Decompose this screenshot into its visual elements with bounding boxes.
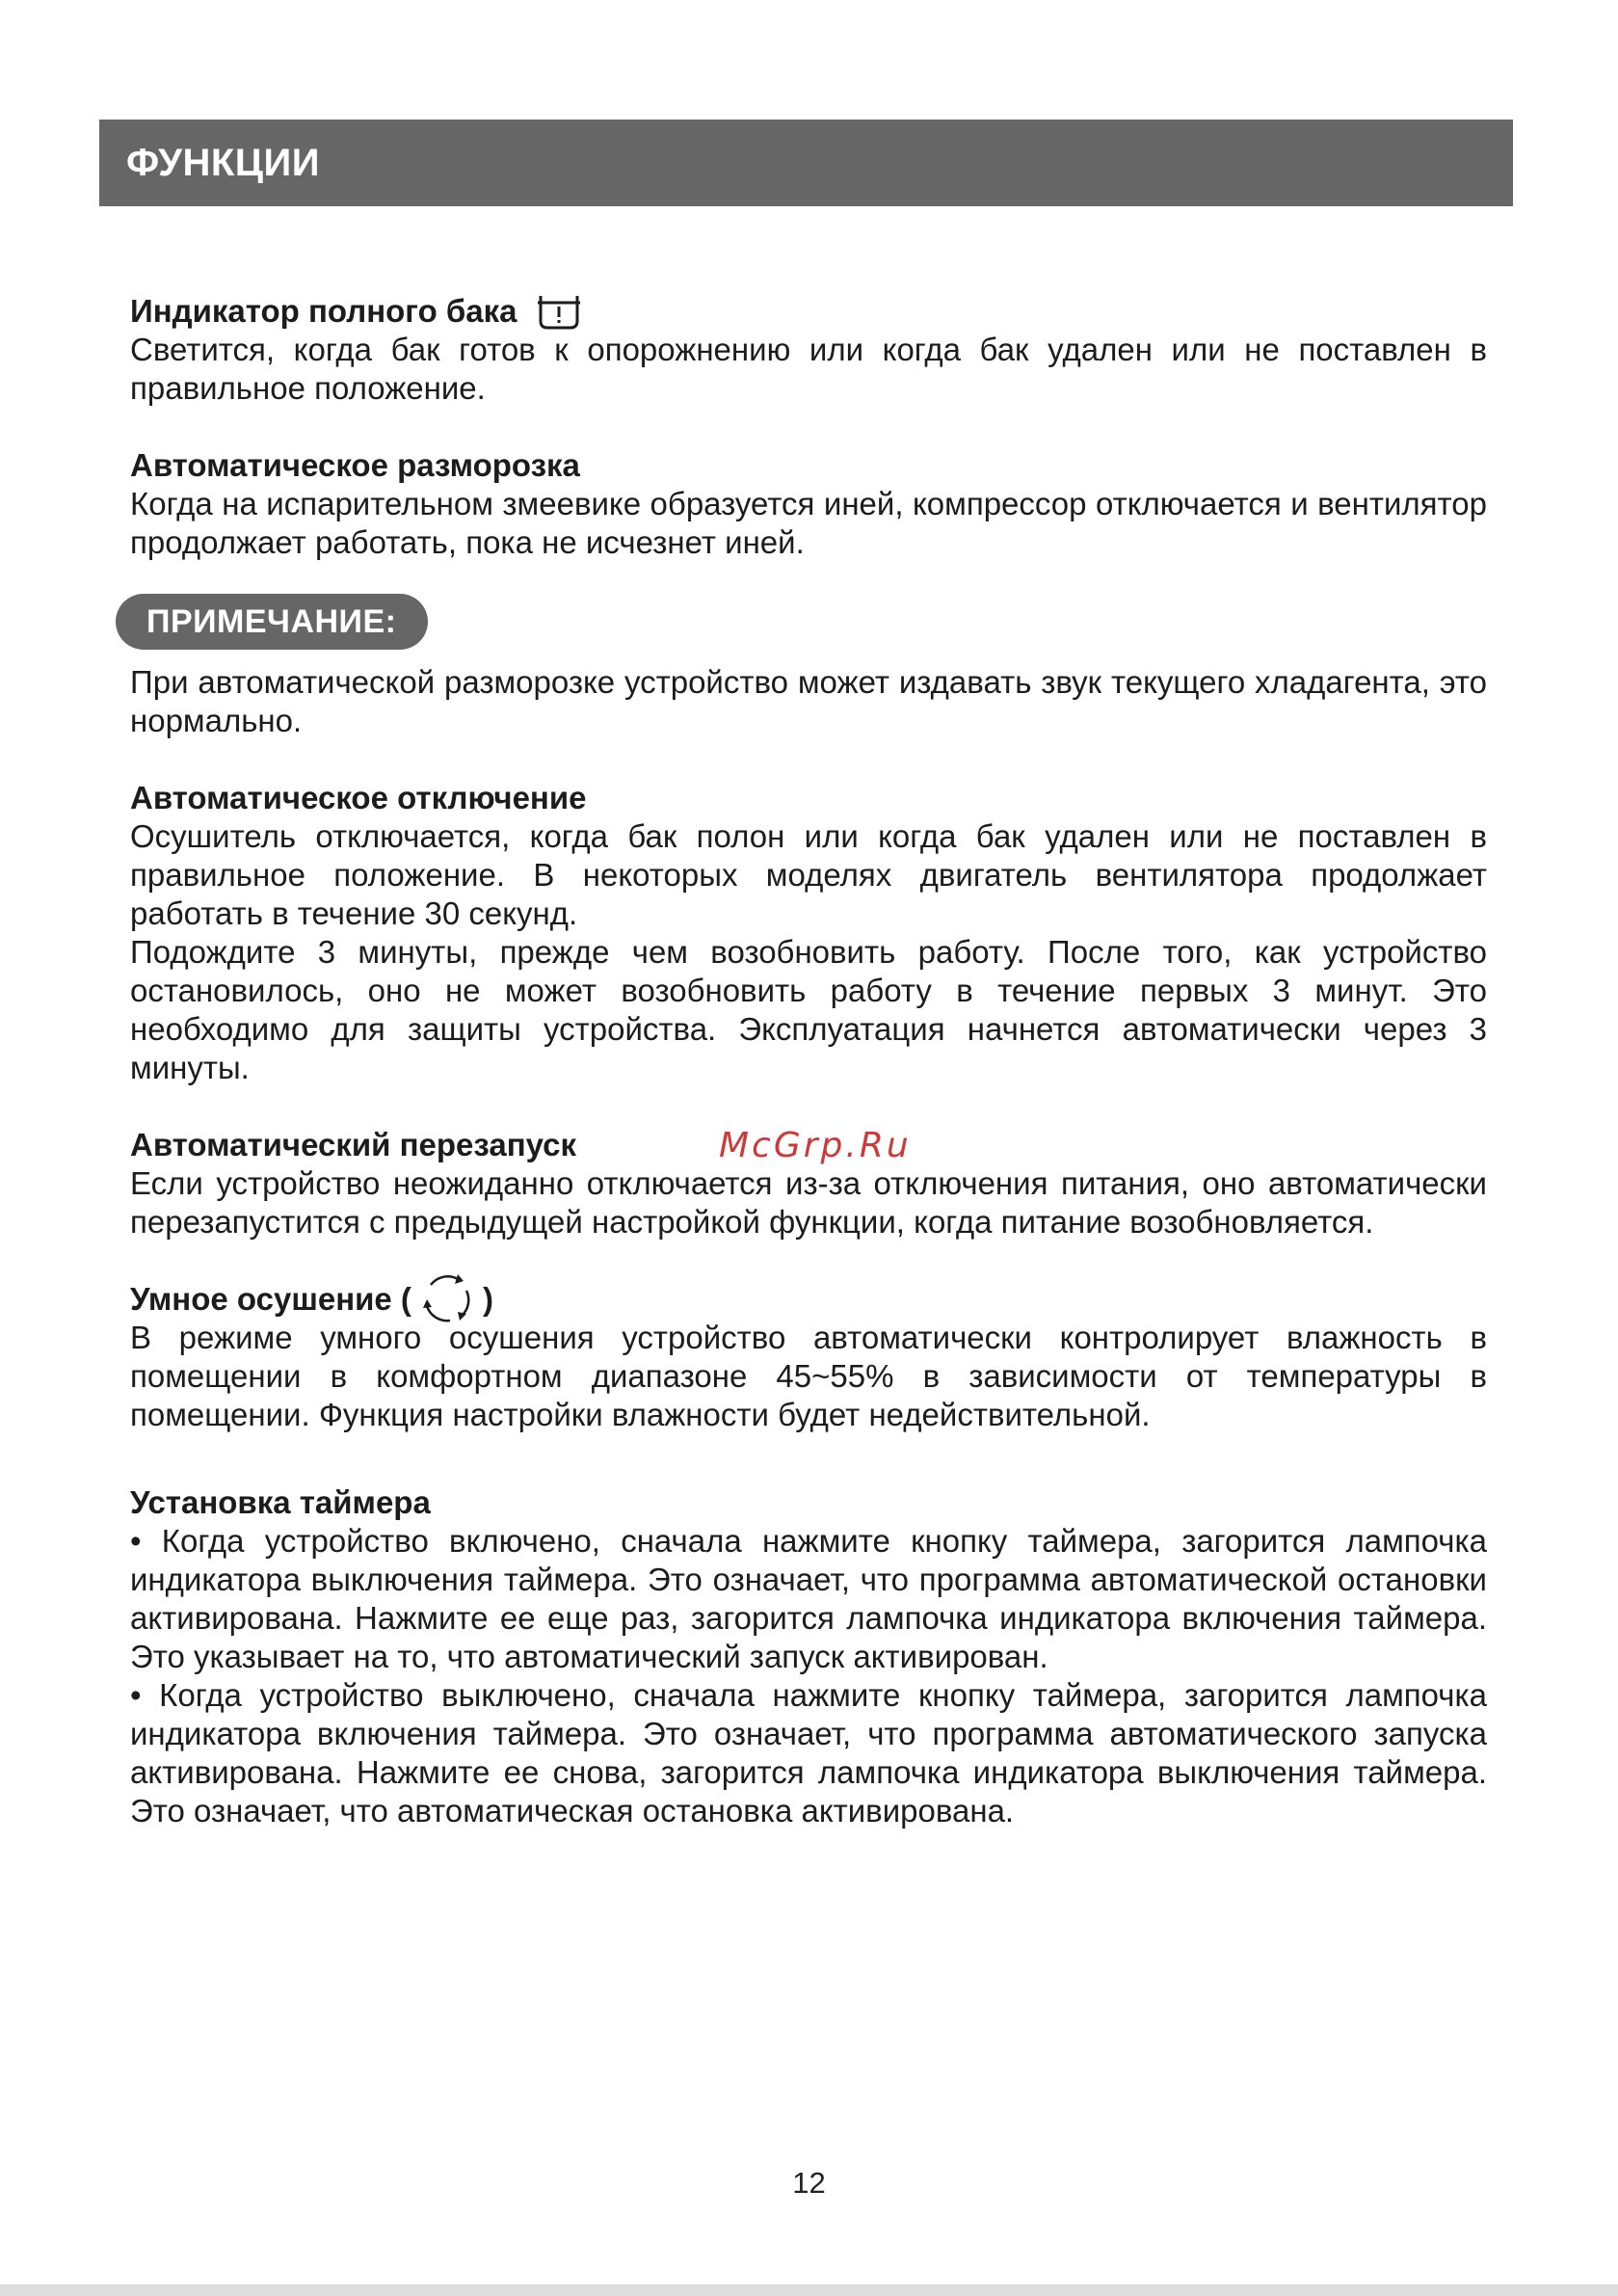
tank-full-icon (537, 292, 581, 331)
section-text: Когда на испарительном змеевике образуется иней, компрессор отключается и вентилятор продолжает работать, пока не исчезнет иней. (130, 486, 1487, 560)
section-text: В режиме умного осушения устройство автоматически контролирует влажность в помещении в комфортном диапазоне 45~55% в зависимости от температуры в помещении. Функция настройки влажности будет недействительной. (130, 1320, 1487, 1432)
section-title: Установка таймера (130, 1484, 431, 1520)
watermark-text: McGrp.Ru (719, 1126, 912, 1165)
section-title-prefix: Умное осушение ( (130, 1281, 411, 1317)
timer-bullet: • Когда устройство включено, сначала нажмите кнопку таймера, загорится лампочка индикатора выключения таймера. Это означает, что программа автоматической остановки активирована. Нажмите ее еще раз, загорится лампочка индикатора включения таймера. Это указывает на то, что автоматический запуск активирован. (130, 1523, 1487, 1674)
section-tank-full (130, 292, 1487, 408)
bottom-edge (0, 2284, 1618, 2296)
timer-bullet: • Когда устройство выключено, сначала нажмите кнопку таймера, загорится лампочка индикатора включения таймера. Это означает, что программа автоматического запуска активирована. Нажмите ее снова, загорится лампочка индикатора выключения таймера. Это означает, что автоматическая остановка активирована. (130, 1677, 1487, 1829)
section-header-bar (99, 120, 1513, 206)
section-auto-defrost (130, 446, 1487, 562)
page-title: ФУНКЦИИ (126, 142, 321, 184)
page-content (130, 292, 1487, 1869)
section-title: Автоматический перезапуск (130, 1127, 577, 1162)
section-timer (130, 1483, 1487, 1830)
section-smart-dry (130, 1280, 1487, 1434)
section-title: Автоматическое разморозка (130, 447, 580, 483)
section-text: Светится, когда бак готов к опорожнению или когда бак удален или не поставлен в правильное положение. (130, 332, 1487, 406)
section-text: Подождите 3 минуты, прежде чем возобновить работу. После того, как устройство остановилось, оно не может возобновить работу в течение первых 3 минут. Это необходимо для защиты устройства. Эксплуатация начнется автоматически через 3 минуты. (130, 934, 1487, 1085)
section-title (130, 292, 1487, 331)
section-title-text: Индикатор полного бака (130, 293, 517, 329)
section-auto-shutoff (130, 779, 1487, 1087)
section-title-suffix: ) (482, 1281, 493, 1317)
note-badge: ПРИМЕЧАНИЕ: (116, 594, 428, 650)
section-text: Если устройство неожиданно отключается из-за отключения питания, оно автоматически перезапустится с предыдущей настройкой функции, когда питание возобновляется. (130, 1165, 1487, 1240)
section-title (130, 1280, 1487, 1319)
section-text: Осушитель отключается, когда бак полон или когда бак удален или не поставлен в правильное положение. В некоторых моделях двигатель вентилятора продолжает работать в течение 30 секунд. (130, 818, 1487, 931)
section-title: Автоматическое отключение (130, 780, 587, 815)
note-text: При автоматической разморозке устройство может издавать звук текущего хладагента, это нормально. (130, 664, 1487, 738)
section-note (130, 594, 1487, 740)
page-number: 12 (792, 2166, 826, 2200)
